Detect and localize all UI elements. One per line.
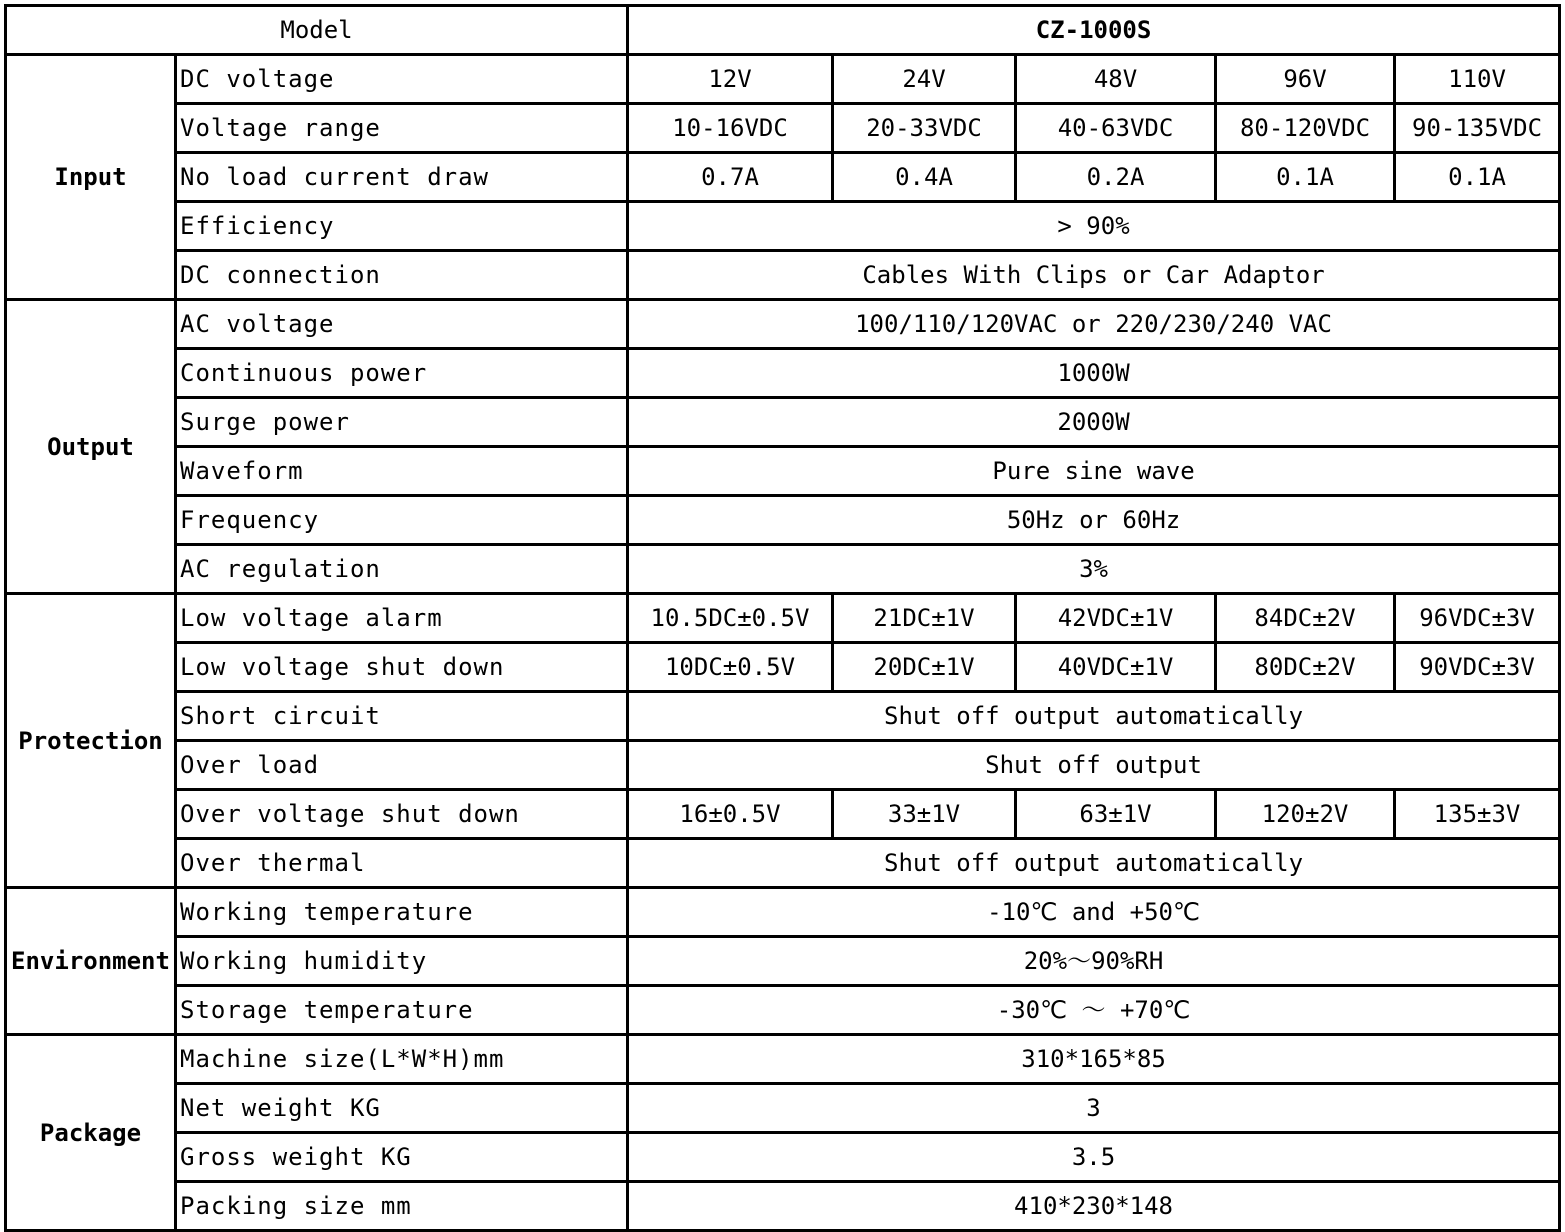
row-label: No load current draw <box>176 153 628 202</box>
row-label: Gross weight KG <box>176 1133 628 1182</box>
value-cell: Shut off output <box>628 741 1560 790</box>
value-cell: 96V <box>1216 55 1395 104</box>
row-label: Low voltage alarm <box>176 594 628 643</box>
table-row <box>6 153 1560 202</box>
value-cell: 3% <box>628 545 1560 594</box>
value-cell: 40VDC±1V <box>1016 643 1216 692</box>
row-label: Frequency <box>176 496 628 545</box>
table-row <box>6 594 1560 643</box>
value-cell: Pure sine wave <box>628 447 1560 496</box>
value-cell: 48V <box>1016 55 1216 104</box>
table-row <box>6 888 1560 937</box>
row-label: DC connection <box>176 251 628 300</box>
table-row <box>6 398 1560 447</box>
spec-table-body <box>6 6 1560 1231</box>
value-cell: 120±2V <box>1216 790 1395 839</box>
header-row <box>6 6 1560 55</box>
row-label: Low voltage shut down <box>176 643 628 692</box>
table-row <box>6 986 1560 1035</box>
value-cell: 33±1V <box>833 790 1016 839</box>
value-cell: 3 <box>628 1084 1560 1133</box>
value-cell: 12V <box>628 55 833 104</box>
value-cell: > 90% <box>628 202 1560 251</box>
value-cell: 42VDC±1V <box>1016 594 1216 643</box>
value-cell: 310*165*85 <box>628 1035 1560 1084</box>
value-cell: 80-120VDC <box>1216 104 1395 153</box>
table-row <box>6 447 1560 496</box>
value-cell: 410*230*148 <box>628 1182 1560 1231</box>
value-cell: 10DC±0.5V <box>628 643 833 692</box>
table-row <box>6 545 1560 594</box>
value-cell: 0.2A <box>1016 153 1216 202</box>
row-label: Working humidity <box>176 937 628 986</box>
value-cell: 84DC±2V <box>1216 594 1395 643</box>
table-row <box>6 741 1560 790</box>
value-cell: 20%～90%RH <box>628 937 1560 986</box>
row-label: Continuous power <box>176 349 628 398</box>
table-row <box>6 300 1560 349</box>
value-cell: -10℃ and +50℃ <box>628 888 1560 937</box>
value-cell: 24V <box>833 55 1016 104</box>
table-row <box>6 202 1560 251</box>
row-label: Over thermal <box>176 839 628 888</box>
value-cell: 90-135VDC <box>1395 104 1560 153</box>
table-row <box>6 1035 1560 1084</box>
row-label: Efficiency <box>176 202 628 251</box>
table-row <box>6 349 1560 398</box>
value-cell: 90VDC±3V <box>1395 643 1560 692</box>
value-cell: 21DC±1V <box>833 594 1016 643</box>
row-label: Net weight KG <box>176 1084 628 1133</box>
table-row <box>6 692 1560 741</box>
table-row <box>6 251 1560 300</box>
group-label-environment: Environment <box>6 888 176 1035</box>
value-cell: 0.4A <box>833 153 1016 202</box>
row-label: Over load <box>176 741 628 790</box>
group-label-output: Output <box>6 300 176 594</box>
value-cell: 63±1V <box>1016 790 1216 839</box>
row-label: Voltage range <box>176 104 628 153</box>
value-cell: Shut off output automatically <box>628 839 1560 888</box>
row-label: Storage temperature <box>176 986 628 1035</box>
value-cell: 80DC±2V <box>1216 643 1395 692</box>
value-cell: 0.1A <box>1395 153 1560 202</box>
table-row <box>6 104 1560 153</box>
row-label: Over voltage shut down <box>176 790 628 839</box>
spec-table <box>4 4 1561 1232</box>
value-cell: 20DC±1V <box>833 643 1016 692</box>
value-cell: 10-16VDC <box>628 104 833 153</box>
value-cell: 96VDC±3V <box>1395 594 1560 643</box>
value-cell: 135±3V <box>1395 790 1560 839</box>
model-label: Model <box>6 6 628 55</box>
table-row <box>6 1133 1560 1182</box>
table-row <box>6 839 1560 888</box>
value-cell: 16±0.5V <box>628 790 833 839</box>
value-cell: 20-33VDC <box>833 104 1016 153</box>
row-label: Surge power <box>176 398 628 447</box>
group-label-package: Package <box>6 1035 176 1231</box>
table-row <box>6 1182 1560 1231</box>
row-label: Working temperature <box>176 888 628 937</box>
table-row <box>6 643 1560 692</box>
row-label: DC voltage <box>176 55 628 104</box>
row-label: AC regulation <box>176 545 628 594</box>
model-value: CZ-1000S <box>628 6 1560 55</box>
value-cell: -30℃ ～ +70℃ <box>628 986 1560 1035</box>
table-row <box>6 496 1560 545</box>
value-cell: 40-63VDC <box>1016 104 1216 153</box>
value-cell: 50Hz or 60Hz <box>628 496 1560 545</box>
row-label: Packing size mm <box>176 1182 628 1231</box>
value-cell: Shut off output automatically <box>628 692 1560 741</box>
row-label: Short circuit <box>176 692 628 741</box>
row-label: AC voltage <box>176 300 628 349</box>
group-label-input: Input <box>6 55 176 300</box>
row-label: Machine size(L*W*H)mm <box>176 1035 628 1084</box>
value-cell: 2000W <box>628 398 1560 447</box>
value-cell: Cables With Clips or Car Adaptor <box>628 251 1560 300</box>
table-row <box>6 790 1560 839</box>
value-cell: 110V <box>1395 55 1560 104</box>
value-cell: 1000W <box>628 349 1560 398</box>
value-cell: 0.7A <box>628 153 833 202</box>
table-row <box>6 55 1560 104</box>
table-row <box>6 1084 1560 1133</box>
table-row <box>6 937 1560 986</box>
value-cell: 10.5DC±0.5V <box>628 594 833 643</box>
value-cell: 0.1A <box>1216 153 1395 202</box>
group-label-protection: Protection <box>6 594 176 888</box>
value-cell: 100/110/120VAC or 220/230/240 VAC <box>628 300 1560 349</box>
value-cell: 3.5 <box>628 1133 1560 1182</box>
row-label: Waveform <box>176 447 628 496</box>
